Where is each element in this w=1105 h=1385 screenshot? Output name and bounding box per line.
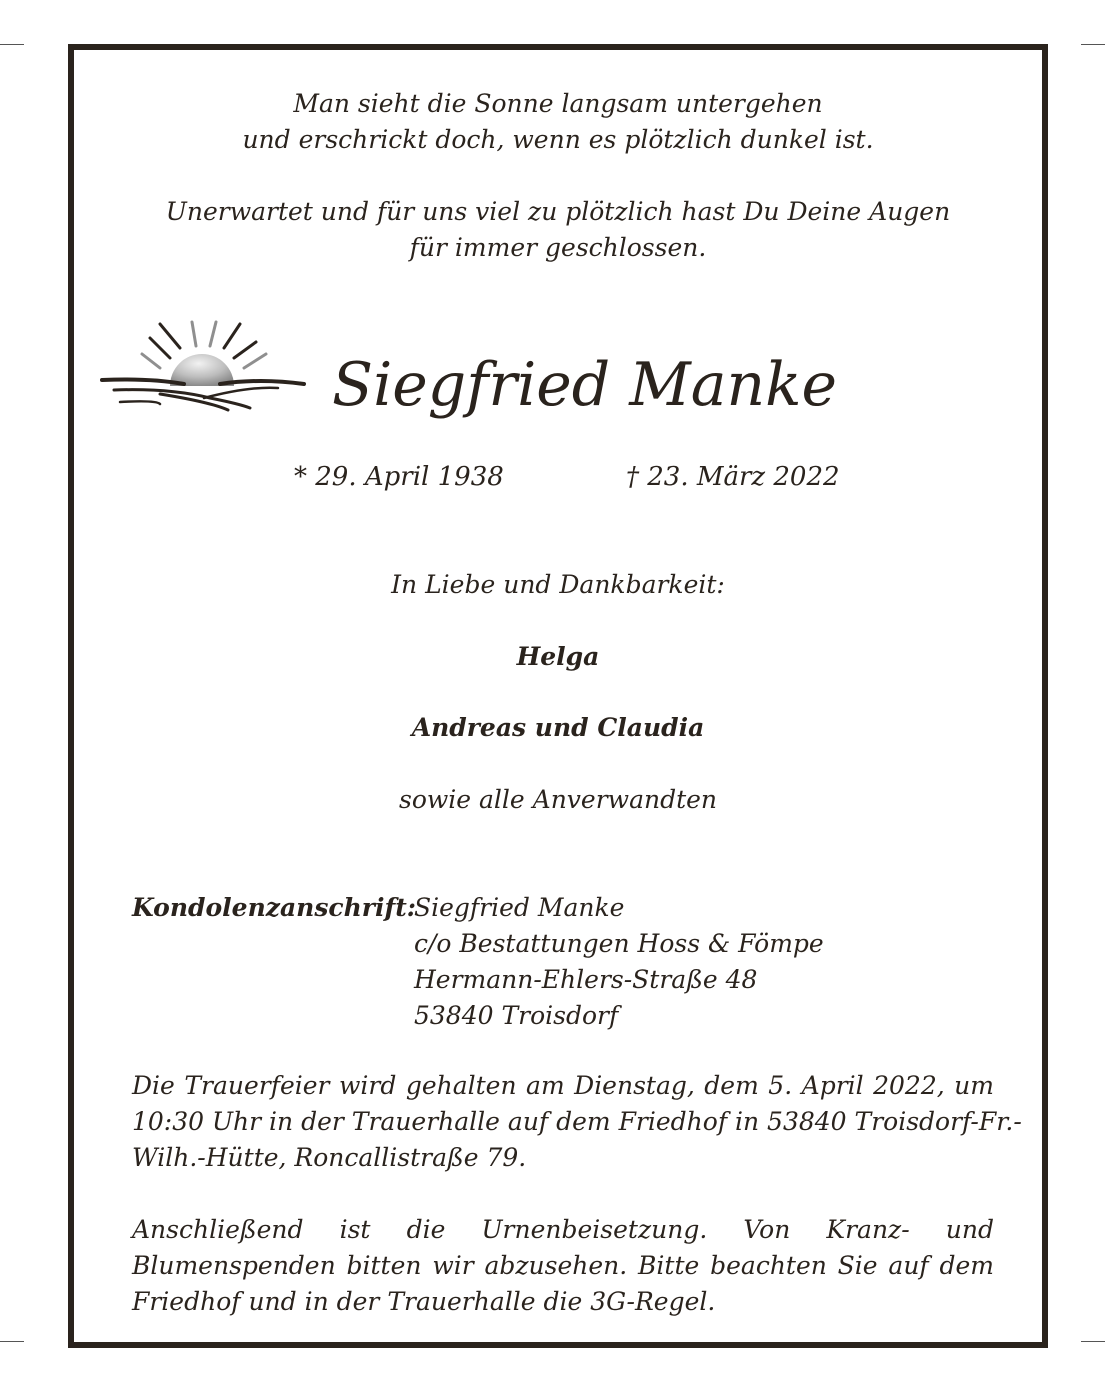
verse-line: für immer geschlossen.: [409, 233, 707, 262]
notes-line: Friedhof und in der Trauerhalle die 3G-Regel.: [132, 1287, 716, 1316]
mourner-children: Andreas und Claudia: [411, 713, 705, 742]
verse-line: Man sieht die Sonne langsam untergehen: [293, 89, 823, 118]
address-line: Siegfried Manke: [414, 893, 625, 922]
funeral-info: [132, 1068, 1022, 1176]
address-line: c/o Bestattungen Hoss & Fömpe: [414, 929, 824, 958]
sunset-icon: [100, 318, 306, 414]
birth-date: * 29. April 1938: [294, 462, 504, 492]
verse-1: [74, 86, 1042, 158]
condolence-lines: [414, 890, 824, 1034]
crop-mark: [1081, 44, 1105, 45]
mourner-spouse: Helga: [516, 642, 600, 671]
crop-mark: [1081, 1341, 1105, 1342]
funeral-line: Die Trauerfeier wird gehalten am Dienstag, dem 5. April 2022, um: [132, 1071, 994, 1100]
notes-line: Anschließend ist die Urnenbeisetzung. Von Kranz- und: [132, 1215, 994, 1244]
deceased-name: Siegfried Manke: [332, 350, 837, 420]
condolence-address: [132, 890, 824, 1030]
verse-2: [74, 194, 1042, 266]
condolence-label: Kondolenzanschrift:: [132, 893, 417, 922]
burial-notes: [132, 1212, 994, 1320]
address-line: Hermann-Ehlers-Straße 48: [414, 965, 758, 994]
funeral-line: Wilh.-Hütte, Roncallistraße 79.: [132, 1143, 527, 1172]
death-date: † 23. März 2022: [626, 462, 840, 492]
verse-line: und erschrickt doch, wenn es plötzlich dunkel ist.: [242, 125, 874, 154]
mourners-intro: In Liebe und Dankbarkeit:: [391, 570, 725, 599]
mourners-others: sowie alle Anverwandten: [398, 785, 718, 814]
verse-line: Unerwartet und für uns viel zu plötzlich hast Du Deine Augen: [165, 197, 951, 226]
crop-mark: [0, 1341, 24, 1342]
funeral-line: 10:30 Uhr in der Trauerhalle auf dem Friedhof in 53840 Troisdorf-Fr.-: [132, 1107, 1022, 1136]
obituary-frame: [68, 44, 1048, 1348]
notes-line: Blumenspenden bitten wir abzusehen. Bitte beachten Sie auf dem: [132, 1251, 994, 1280]
crop-mark: [0, 44, 24, 45]
address-line: 53840 Troisdorf: [414, 1001, 619, 1030]
